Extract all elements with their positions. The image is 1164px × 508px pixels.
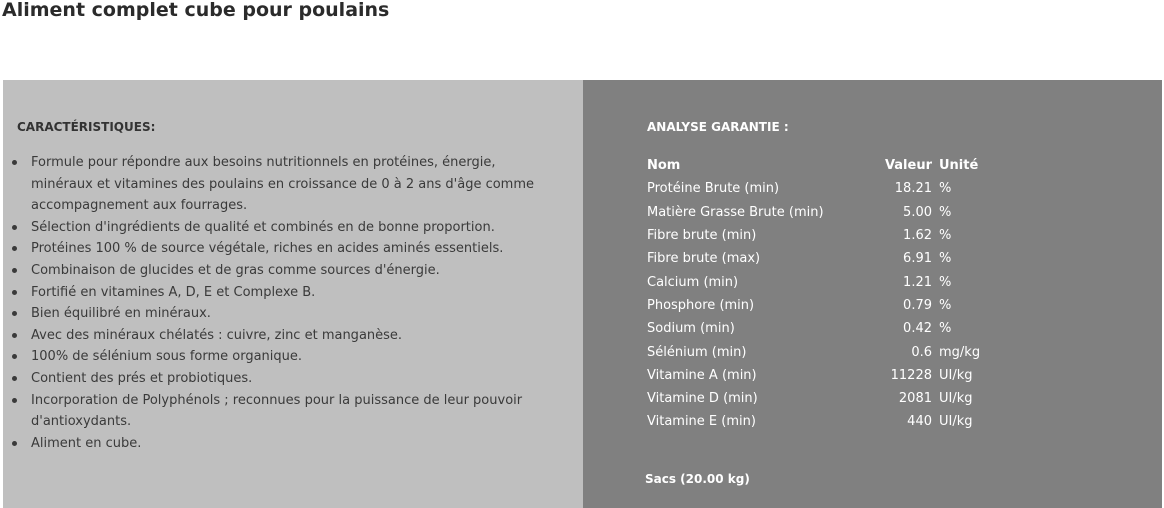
table-row xyxy=(647,387,999,410)
nutrient-name: Sodium (min) xyxy=(647,321,735,337)
table-row xyxy=(647,294,999,317)
nutrient-value: 5.00 xyxy=(903,204,932,220)
analysis-heading: ANALYSE GARANTIE : xyxy=(647,120,789,134)
characteristics-list xyxy=(10,152,558,454)
nutrient-unit: % xyxy=(939,321,952,337)
table-row xyxy=(647,340,999,363)
table-row xyxy=(647,177,999,200)
nutrient-value: 1.62 xyxy=(903,228,932,244)
nutrient-value: 0.79 xyxy=(903,297,932,313)
nutrient-unit: % xyxy=(939,274,952,290)
list-item: Formule pour répondre aux besoins nutritionnels en protéines, énergie, minéraux et vitamines des poulains en croissance de 0 à 2 ans d'âge comme accompagnement aux fourrages. xyxy=(10,152,558,217)
nutrient-unit: % xyxy=(939,228,952,244)
nutrient-name: Calcium (min) xyxy=(647,274,739,290)
nutrient-name: Protéine Brute (min) xyxy=(647,181,780,197)
table-row xyxy=(647,224,999,247)
list-item: Sélection d'ingrédients de qualité et combinés en de bonne proportion. xyxy=(10,217,558,239)
table-row xyxy=(647,317,999,340)
analysis-panel xyxy=(583,80,1162,508)
nutrient-name: Matière Grasse Brute (min) xyxy=(647,204,824,220)
nutrient-value: 1.21 xyxy=(903,274,932,290)
list-item: Protéines 100 % de source végétale, riches en acides aminés essentiels. xyxy=(10,238,558,260)
column-header-value: Valeur xyxy=(884,158,932,174)
list-item: Fortifié en vitamines A, D, E et Complexe B. xyxy=(10,282,558,304)
nutrient-name: Vitamine D (min) xyxy=(647,391,758,407)
table-row xyxy=(647,201,999,224)
nutrient-name: Phosphore (min) xyxy=(647,297,755,313)
list-item: Bien équilibré en minéraux. xyxy=(10,303,558,325)
nutrient-value: 0.6 xyxy=(911,344,932,360)
characteristics-panel xyxy=(3,80,583,508)
nutrient-unit: % xyxy=(939,181,952,197)
nutrient-name: Sélénium (min) xyxy=(647,344,747,360)
table-row xyxy=(647,410,999,433)
column-header-unit: Unité xyxy=(939,158,979,174)
list-item: Contient des prés et probiotiques. xyxy=(10,368,558,390)
nutrient-value: 6.91 xyxy=(903,251,932,267)
nutrient-name: Fibre brute (min) xyxy=(647,228,757,244)
nutrient-name: Vitamine E (min) xyxy=(647,414,756,430)
nutrient-name: Fibre brute (max) xyxy=(647,251,761,267)
list-item: Combinaison de glucides et de gras comme sources d'énergie. xyxy=(10,260,558,282)
nutrient-unit: UI/kg xyxy=(939,367,973,383)
table-row xyxy=(647,364,999,387)
list-item: Incorporation de Polyphénols ; reconnues pour la puissance de leur pouvoir d'antioxydants. xyxy=(10,390,558,433)
nutrient-unit: % xyxy=(939,297,952,313)
nutrient-unit: % xyxy=(939,251,952,267)
table-row xyxy=(647,270,999,293)
table-header-row xyxy=(647,154,999,177)
list-item: Avec des minéraux chélatés : cuivre, zinc et manganèse. xyxy=(10,325,558,347)
nutrient-value: 0.42 xyxy=(903,321,932,337)
nutrient-unit: UI/kg xyxy=(939,391,973,407)
nutrient-value: 2081 xyxy=(898,391,932,407)
nutrient-value: 440 xyxy=(907,414,932,430)
nutrient-value: 11228 xyxy=(890,367,932,383)
list-item: Aliment en cube. xyxy=(10,433,558,455)
nutrient-name: Vitamine A (min) xyxy=(647,367,757,383)
nutrient-unit: % xyxy=(939,204,952,220)
characteristics-heading: CARACTÉRISTIQUES: xyxy=(17,120,156,134)
nutrient-value: 18.21 xyxy=(894,181,932,197)
packaging-label: Sacs (20.00 kg) xyxy=(645,472,750,486)
column-header-name: Nom xyxy=(647,158,681,174)
nutrient-unit: UI/kg xyxy=(939,414,973,430)
nutrient-unit: mg/kg xyxy=(939,344,981,360)
table-row xyxy=(647,247,999,270)
analysis-table xyxy=(647,154,999,434)
page-title: Aliment complet cube pour poulains xyxy=(2,0,390,21)
list-item: 100% de sélénium sous forme organique. xyxy=(10,346,558,368)
